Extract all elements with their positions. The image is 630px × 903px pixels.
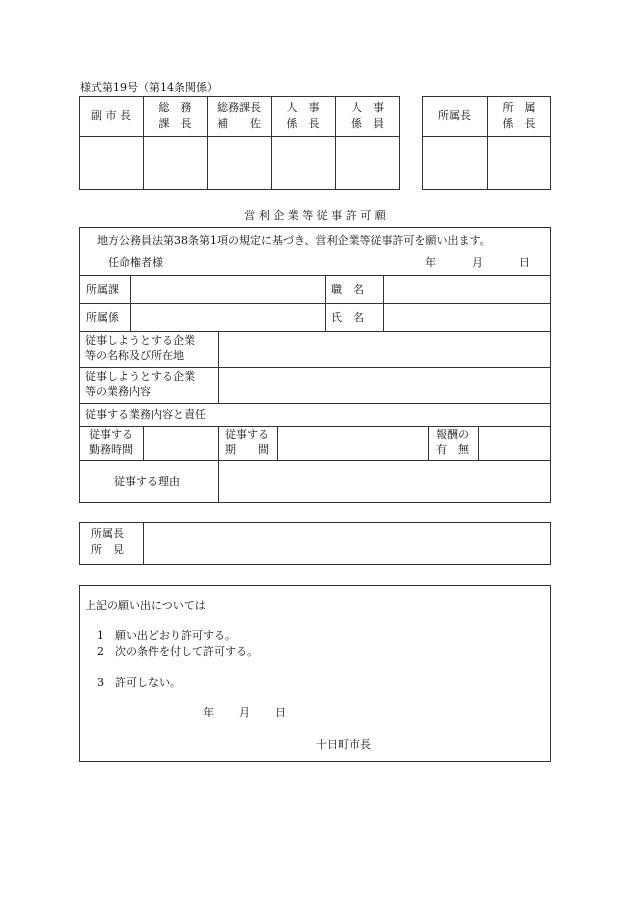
- name-label: 氏 名: [331, 311, 364, 324]
- approval-deputy-chief-1: 総務課長: [217, 101, 261, 114]
- reason-label: 従事する理由: [114, 475, 180, 488]
- business-label-line1: 従事しようとする企業: [85, 370, 195, 383]
- approval-general-affairs-2: 課 長: [158, 117, 192, 130]
- dept-label: 所属課: [86, 283, 119, 296]
- form-title: 営 利 企 業 等 従 事 許 可 願: [244, 209, 386, 222]
- supervisor-label-line1: 所属長: [91, 527, 124, 540]
- approval-hr-staff-1: 人 事: [351, 101, 384, 114]
- supervisor-label-line2: 所 見: [91, 543, 124, 556]
- form-code: 様式第19号（第14条関係）: [80, 81, 218, 94]
- hours-label-line2: 勤務時間: [89, 443, 133, 456]
- decision-signer: 十日町市長: [316, 738, 371, 751]
- approval-dept-chief-1: 所 属: [502, 101, 536, 114]
- decision-option-2: 2 次の条件を付して許可する。: [97, 645, 258, 658]
- pay-label-line2: 有 無: [436, 443, 469, 456]
- section-label: 所属係: [86, 311, 119, 324]
- decision-option-3: 3 許可しない。: [97, 676, 181, 689]
- pay-label-line1: 報酬の: [436, 428, 469, 441]
- application-addressee: 任命権者様: [108, 256, 163, 269]
- decision-date-year: 年: [203, 706, 214, 719]
- approval-hr-chief-1: 人 事: [286, 101, 320, 114]
- application-date-month: 月: [472, 256, 483, 269]
- approval-hr-staff-2: 係 員: [351, 117, 384, 130]
- hours-label-line1: 従事する: [89, 428, 133, 441]
- job-title-label: 職 名: [331, 283, 364, 296]
- company-label-line2: 等の名称及び所在地: [85, 349, 184, 362]
- period-label-line2: 期 間: [225, 443, 269, 456]
- application-statement: 地方公務員法第38条第1項の規定に基づき、営利企業等従事許可を願い出ます。: [97, 234, 491, 247]
- decision-intro: 上記の願い出については: [85, 599, 206, 612]
- decision-date-month: 月: [239, 706, 250, 719]
- business-label-line2: 等の業務内容: [85, 385, 151, 398]
- company-label-line1: 従事しようとする企業: [85, 334, 195, 347]
- decision-option-1: 1 願い出どおり許可する。: [97, 629, 236, 642]
- period-label-line1: 従事する: [225, 428, 269, 441]
- approval-hr-chief-2: 係 長: [286, 117, 320, 130]
- approval-vice-mayor: 副 市 長: [91, 109, 131, 122]
- application-date-year: 年: [425, 256, 436, 269]
- approval-dept-chief-2: 係 長: [502, 117, 536, 130]
- duty-label: 従事する業務内容と責任: [85, 408, 206, 421]
- decision-date-day: 日: [275, 706, 286, 719]
- approval-deputy-chief-2: 補 佐: [217, 117, 261, 130]
- application-date-day: 日: [519, 256, 530, 269]
- approval-dept-head: 所属長: [438, 109, 471, 122]
- approval-general-affairs-1: 総 務: [158, 101, 192, 114]
